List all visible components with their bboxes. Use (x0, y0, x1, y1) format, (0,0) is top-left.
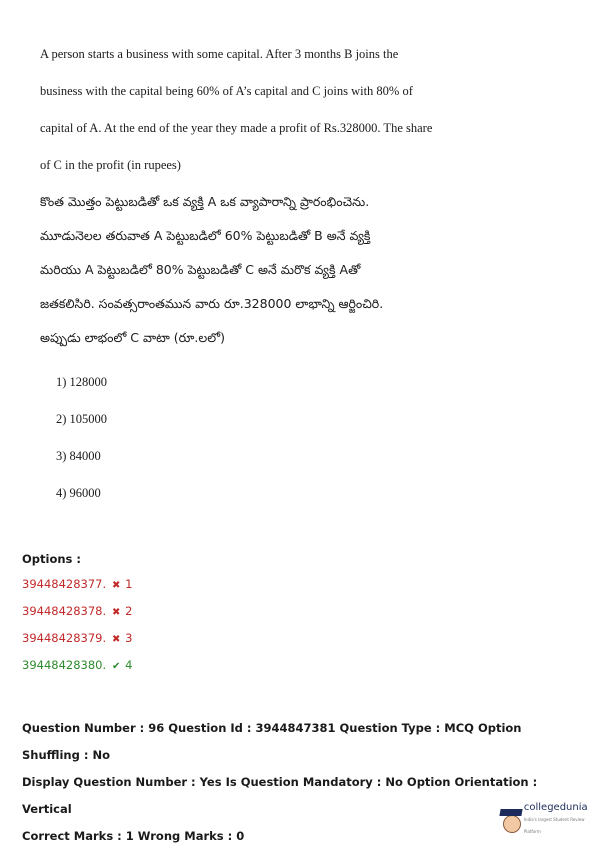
answer-choice: 2) 105000 (56, 412, 108, 426)
answer-choice: 1) 128000 (56, 375, 108, 389)
option-number: 4 (125, 658, 133, 672)
option-id: 39448428377. (22, 577, 107, 591)
question-line: కొంత మొత్తం పెట్టుబడితో ఒక వ్యక్తి A ఒక వ్యాపారాన్ని ప్రారంభించెను. (40, 194, 370, 209)
logo-tagline: India's largest Student Review Platform (523, 817, 585, 834)
question-metadata (22, 715, 582, 850)
collegedunia-logo (500, 802, 595, 838)
question-text-telugu (40, 185, 450, 355)
question-line: capital of A. At the end of the year they made a profit of Rs.328000. The share (40, 121, 433, 135)
answer-choices (56, 370, 107, 518)
option-number: 3 (125, 631, 133, 645)
question-line: మూడునెలల తరువాత A పెట్టుబడిలో 60% పెట్టుబడితో B అనే వ్యక్తి (40, 228, 371, 243)
option-id: 39448428380. (22, 658, 107, 672)
option-row (22, 629, 132, 656)
question-line: మరియు A పెట్టుబడిలో 80% పెట్టుబడితో C అనే మరొక వ్యక్తి Aతో (40, 262, 361, 277)
metadata-line: Display Question Number : Yes Is Question Mandatory : No Option Orientation : Vertical (22, 775, 538, 816)
cross-icon: ✖ (111, 607, 121, 618)
options-heading: Options : (22, 552, 81, 566)
option-id: 39448428379. (22, 631, 107, 645)
answer-choice: 4) 96000 (56, 486, 101, 500)
mascot-icon (500, 807, 520, 833)
check-icon: ✔ (111, 661, 121, 672)
metadata-line: Correct Marks : 1 Wrong Marks : 0 (22, 829, 245, 843)
metadata-line: Question Number : 96 Question Id : 3944847381 Question Type : MCQ Option Shuffling : No (22, 721, 522, 762)
option-number: 1 (125, 577, 133, 591)
question-text-english (40, 36, 440, 184)
option-row (22, 575, 132, 602)
question-line: A person starts a business with some capital. After 3 months B joins the (40, 47, 399, 61)
logo-name: collegedunia (523, 802, 588, 813)
question-line: అప్పుడు లాభంలో C వాటా (రూ.లలో) (40, 330, 225, 345)
options-list (22, 575, 132, 683)
answer-choice: 3) 84000 (56, 449, 101, 463)
cross-icon: ✖ (111, 580, 121, 591)
cross-icon: ✖ (111, 634, 121, 645)
question-line: of C in the profit (in rupees) (40, 158, 181, 172)
option-number: 2 (125, 604, 133, 618)
option-id: 39448428378. (22, 604, 107, 618)
question-line: జతకలిసిరి. సంవత్సరాంతమున వారు రూ.328000 లాభాన్ని ఆర్జించిరి. (40, 296, 384, 311)
option-row (22, 602, 132, 629)
question-line: business with the capital being 60% of A’s capital and C joins with 80% of (40, 84, 413, 98)
option-row (22, 656, 132, 683)
